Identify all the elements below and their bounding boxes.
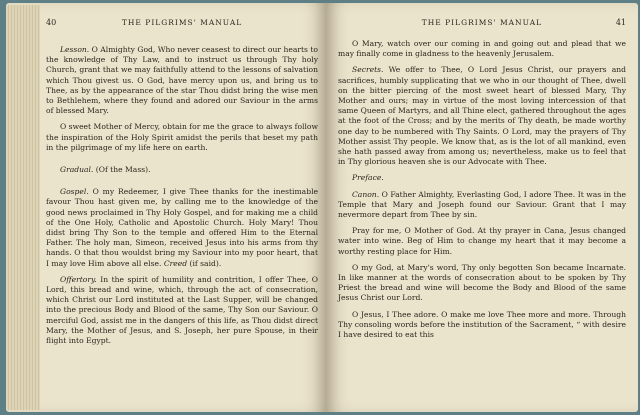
gospel-label: Gospel.: [60, 187, 89, 197]
mother-of-mercy-text: O sweet Mother of Mercy, obtain for me the grace to always follow the inspiration of the Holy Spirit amidst the perils that beset my path in the pilgrimage of my life here on earth.: [46, 122, 318, 152]
lesson-paragraph: [46, 45, 318, 116]
secrets-text: We offer to Thee, O Lord Jesus Christ, our prayers and sacrifices, humbly supplicating that we who in our thought of Thee, dwell on the bitter piercing of the most sweet heart of blessed Mary, Thy Mother and ours; may in virtue of the most loving intercession of that same Queen of Martyrs, and all Thine elect, gathered throughout the ages at the foot of the Cross; and by the merits of Thy death, be made worthy one day to be numbered with Thy Saints. O Lord, may the prayers of Thy Mother assist Thy people. We know that, as is the lot of all mankind, even she hath passed away from among us; nevertheless, make us to feel that in Thy glorious heaven she is our Advocate with Thee.: [338, 65, 626, 167]
preface-heading: Preface.: [352, 173, 384, 183]
gospel-text: O my Redeemer, I give Thee thanks for the inestimable favour Thou hast given me, by calling me to the knowledge of the good news proclaimed in Thy Holy Gospel, and for making me a child of the One Holy, Catholic and Apostolic Church. Holy Mary! Thou didst bring Thy Son to the temple and offered Him to the Eternal Father. The holy man, Simeon, received Jesus into his arms from thy hands. O that thou wouldst bring my Saviour into my poor heart, that I may love Him above all else.: [46, 187, 318, 268]
right-running-header: [338, 18, 626, 27]
gradual-text: (Of the Mass).: [93, 165, 151, 175]
cana-paragraph: Pray for me, O Mother of God. At thy prayer in Cana, Jesus changed water into wine. Beg of Him to change my heart that it may become a worthy resting place for Him.: [338, 226, 626, 256]
offertory-text: In the spirit of humility and contrition, I offer Thee, O Lord, this bread and wine, which, through the act of consecration, which Christ our Lord instituted at the Last Supper, will be changed into the precious Body and Blood of the same, Thy Son our Saviour. O merciful God, assist me in the dangers of this life, as Thou didst direct Mary, the Mother of Jesus, and S. Joseph, her pure Spouse, in their flight into Egypt.: [46, 274, 318, 346]
gradual-paragraph: [46, 165, 318, 175]
right-running-head: THE PILGRIMS' MANUAL: [421, 18, 543, 27]
gradual-label: Gradual.: [60, 165, 94, 175]
secrets-paragraph: [338, 65, 626, 167]
mother-of-mercy-paragraph: [46, 122, 318, 153]
page-edges: [6, 5, 40, 410]
right-page: [326, 3, 638, 412]
lesson-label: Lesson.: [60, 45, 90, 54]
offertory-paragraph: [46, 275, 318, 346]
left-page: [6, 3, 326, 412]
intro-paragraph: O Mary, watch over our coming in and going out and plead that we may finally come in gladness to the heavenly Jerusalem.: [338, 39, 626, 59]
open-book: [6, 3, 638, 412]
right-page-number: 41: [615, 18, 626, 27]
canon-label: Canon.: [352, 189, 380, 199]
canon-text: O Father Almighty, Everlasting God, I adore Thee. It was in the Temple that Mary and Joseph found our Saviour. Grant that I may nevermore depart from Thee by sin.: [338, 189, 626, 220]
secrets-label: Secrets.: [352, 65, 384, 75]
left-running-head: THE PILGRIMS' MANUAL: [121, 18, 243, 27]
adore-paragraph: O Jesus, I Thee adore. O make me love Thee more and more. Through Thy consoling words before the institution of the Sacrament, “ with desire I have desired to eat this: [338, 309, 626, 340]
incarnate-paragraph: O my God, at Mary's word, Thy only begotten Son became Incarnate. In like manner at the words of consecration about to be spoken by Thy Priest the bread and wine will become the Body and Blood of the same Jesus Christ our Lord.: [338, 262, 626, 303]
left-running-header: [46, 18, 318, 27]
lesson-text: O Almighty God, Who never ceasest to direct our hearts to the knowledge of Thy Law, and to instruct us through Thy holy Church, grant that we may faithfully attend to the lessons of salvation which Thou givest us. O God, have mercy upon us, and bring us to Thee, as by the appearance of the star Thou didst bring the wise men to Bethlehem, where they found and adored our Saviour in the arms of blessed Mary.: [46, 45, 318, 116]
creed-text: (if said).: [187, 258, 222, 268]
creed-label: Creed: [163, 258, 188, 268]
left-page-number: 40: [46, 18, 57, 27]
gospel-paragraph: [46, 187, 318, 269]
offertory-label: Offertory.: [60, 274, 97, 284]
canon-paragraph: [338, 190, 626, 221]
